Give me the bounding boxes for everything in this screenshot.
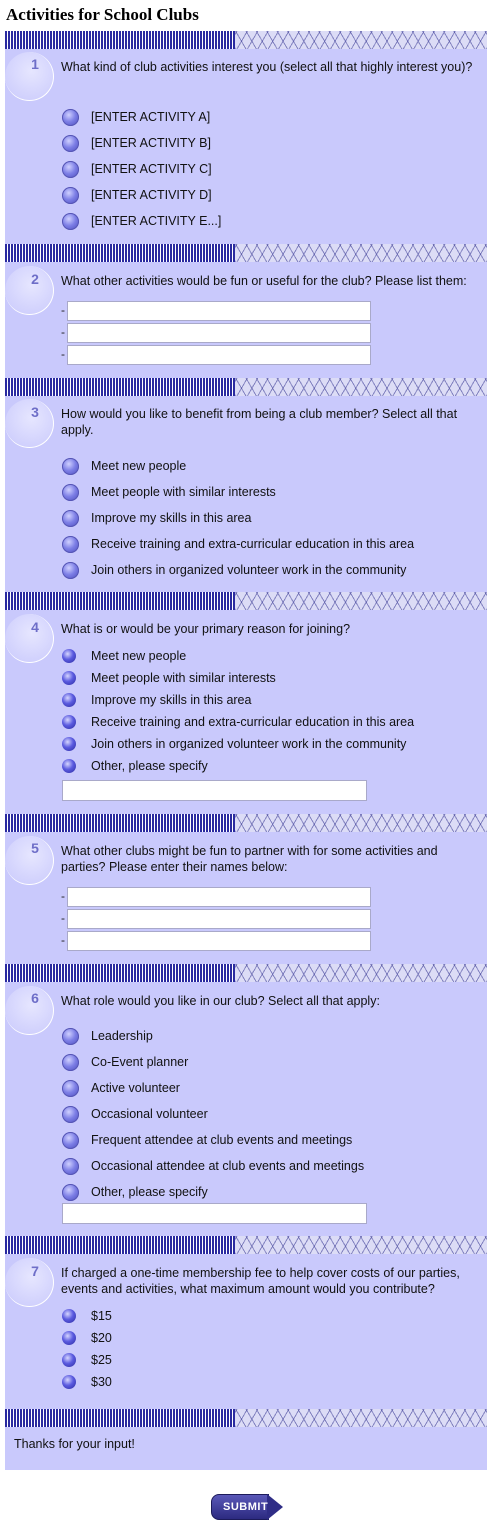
radio-button[interactable] xyxy=(62,562,79,579)
option-label: Other, please specify xyxy=(91,1185,208,1199)
option-label: Join others in organized volunteer work in the community xyxy=(91,563,407,577)
option[interactable] xyxy=(62,646,186,666)
other-specify-input[interactable] xyxy=(62,1203,367,1224)
option-label: Other, please specify xyxy=(91,759,208,773)
line-bullet: - xyxy=(61,303,65,317)
option[interactable] xyxy=(62,1182,208,1202)
line-bullet: - xyxy=(61,325,65,339)
option[interactable] xyxy=(62,1078,180,1098)
line-bullet: - xyxy=(61,911,65,925)
option-label: Join others in organized volunteer work in the community xyxy=(91,737,407,751)
line-bullet: - xyxy=(61,933,65,947)
option[interactable] xyxy=(62,1130,352,1150)
radio-button[interactable] xyxy=(62,484,79,501)
question-text: What kind of club activities interest you (select all that highly interest you)? xyxy=(61,60,473,74)
option[interactable] xyxy=(62,712,414,732)
radio-button[interactable] xyxy=(62,1132,79,1149)
option[interactable] xyxy=(62,1306,112,1326)
radio-button[interactable] xyxy=(62,759,76,773)
section-divider xyxy=(5,814,487,832)
question-text: What other activities would be fun or useful for the club? Please list them: xyxy=(61,274,467,288)
text-input[interactable] xyxy=(67,323,371,343)
option[interactable] xyxy=(62,456,186,476)
question-number: 7 xyxy=(31,1263,39,1279)
option-label: [ENTER ACTIVITY A] xyxy=(91,110,211,124)
option[interactable] xyxy=(62,107,210,127)
text-input[interactable] xyxy=(67,301,371,321)
radio-button[interactable] xyxy=(62,1184,79,1201)
question-number: 5 xyxy=(31,840,39,856)
option[interactable] xyxy=(62,690,251,710)
section-divider xyxy=(5,244,487,262)
option[interactable] xyxy=(62,534,414,554)
option-label: Receive training and extra-curricular education in this area xyxy=(91,537,415,551)
option-label: Meet people with similar interests xyxy=(91,671,276,685)
radio-button[interactable] xyxy=(62,458,79,475)
section-divider xyxy=(5,1409,487,1427)
question-text: How would you like to benefit from being a club member? Select all that apply. xyxy=(61,407,458,437)
radio-button[interactable] xyxy=(62,737,76,751)
text-input[interactable] xyxy=(67,887,371,907)
text-input[interactable] xyxy=(67,909,371,929)
question-text: What is or would be your primary reason for joining? xyxy=(61,622,351,636)
option-label: Meet new people xyxy=(91,649,187,663)
radio-button[interactable] xyxy=(62,693,76,707)
text-input[interactable] xyxy=(67,931,371,951)
option-label: $30 xyxy=(91,1375,112,1389)
option[interactable] xyxy=(62,1372,112,1392)
arrow-right-icon xyxy=(267,1494,283,1520)
option-label: Frequent attendee at club events and meetings xyxy=(91,1133,353,1147)
option[interactable] xyxy=(62,1052,188,1072)
option[interactable] xyxy=(62,185,212,205)
option-label: Improve my skills in this area xyxy=(91,511,252,525)
option[interactable] xyxy=(62,1104,208,1124)
radio-button[interactable] xyxy=(62,536,79,553)
option-label: Active volunteer xyxy=(91,1081,180,1095)
section-divider xyxy=(5,964,487,982)
option-label: Improve my skills in this area xyxy=(91,693,252,707)
option-label: Meet new people xyxy=(91,459,187,473)
question-number: 1 xyxy=(31,56,39,72)
option[interactable] xyxy=(62,1350,112,1370)
option[interactable] xyxy=(62,482,276,502)
question-text: What role would you like in our club? Select all that apply: xyxy=(61,994,380,1008)
radio-button[interactable] xyxy=(62,1028,79,1045)
question-number: 6 xyxy=(31,990,39,1006)
radio-button[interactable] xyxy=(62,109,79,126)
option-label: $25 xyxy=(91,1353,112,1367)
radio-button[interactable] xyxy=(62,649,76,663)
radio-button[interactable] xyxy=(62,1331,76,1345)
text-input[interactable] xyxy=(67,345,371,365)
radio-button[interactable] xyxy=(62,1080,79,1097)
radio-button[interactable] xyxy=(62,1106,79,1123)
option[interactable] xyxy=(62,159,212,179)
option-label: $15 xyxy=(91,1309,112,1323)
option[interactable] xyxy=(62,211,221,231)
option-label: $20 xyxy=(91,1331,112,1345)
submit-label: SUBMIT xyxy=(223,1501,269,1513)
radio-button[interactable] xyxy=(62,135,79,152)
page-title: Activities for School Clubs xyxy=(6,5,199,24)
section-divider xyxy=(5,592,487,610)
question-number: 3 xyxy=(31,404,39,420)
option-label: Meet people with similar interests xyxy=(91,485,276,499)
thanks-message: Thanks for your input! xyxy=(14,1437,135,1451)
option-label: [ENTER ACTIVITY B] xyxy=(91,136,211,150)
radio-button[interactable] xyxy=(62,715,76,729)
line-bullet: - xyxy=(61,347,65,361)
option[interactable] xyxy=(62,734,406,754)
radio-button[interactable] xyxy=(62,671,76,685)
option-label: [ENTER ACTIVITY E...] xyxy=(91,214,222,228)
other-specify-input[interactable] xyxy=(62,780,367,801)
option[interactable] xyxy=(62,1328,112,1348)
radio-button[interactable] xyxy=(62,1158,79,1175)
section-divider xyxy=(5,31,487,49)
question-number: 2 xyxy=(31,271,39,287)
option[interactable] xyxy=(62,668,276,688)
radio-button[interactable] xyxy=(62,1054,79,1071)
option-label: [ENTER ACTIVITY D] xyxy=(91,188,212,202)
option[interactable] xyxy=(62,1156,364,1176)
submit-button[interactable] xyxy=(211,1493,285,1523)
option-label: [ENTER ACTIVITY C] xyxy=(91,162,212,176)
line-bullet: - xyxy=(61,889,65,903)
question-text: What other clubs might be fun to partner with for some activities and parties? Please enter their names below: xyxy=(61,844,438,874)
radio-button[interactable] xyxy=(62,1309,76,1323)
section-divider xyxy=(5,1236,487,1254)
option[interactable] xyxy=(62,1026,153,1046)
option-label: Receive training and extra-curricular education in this area xyxy=(91,715,415,729)
question-number: 4 xyxy=(31,619,39,635)
option-label: Occasional volunteer xyxy=(91,1107,208,1121)
radio-button[interactable] xyxy=(62,213,79,230)
option[interactable] xyxy=(62,133,211,153)
option[interactable] xyxy=(62,560,406,580)
option[interactable] xyxy=(62,508,251,528)
section-divider xyxy=(5,378,487,396)
radio-button[interactable] xyxy=(62,510,79,527)
radio-button[interactable] xyxy=(62,161,79,178)
option-label: Occasional attendee at club events and meetings xyxy=(91,1159,365,1173)
radio-button[interactable] xyxy=(62,187,79,204)
question-text: If charged a one-time membership fee to help cover costs of our parties, events and activities, what maximum amount would you contribute? xyxy=(61,1266,460,1296)
option-label: Leadership xyxy=(91,1029,153,1043)
option-label: Co-Event planner xyxy=(91,1055,189,1069)
radio-button[interactable] xyxy=(62,1353,76,1367)
radio-button[interactable] xyxy=(62,1375,76,1389)
option[interactable] xyxy=(62,756,208,776)
